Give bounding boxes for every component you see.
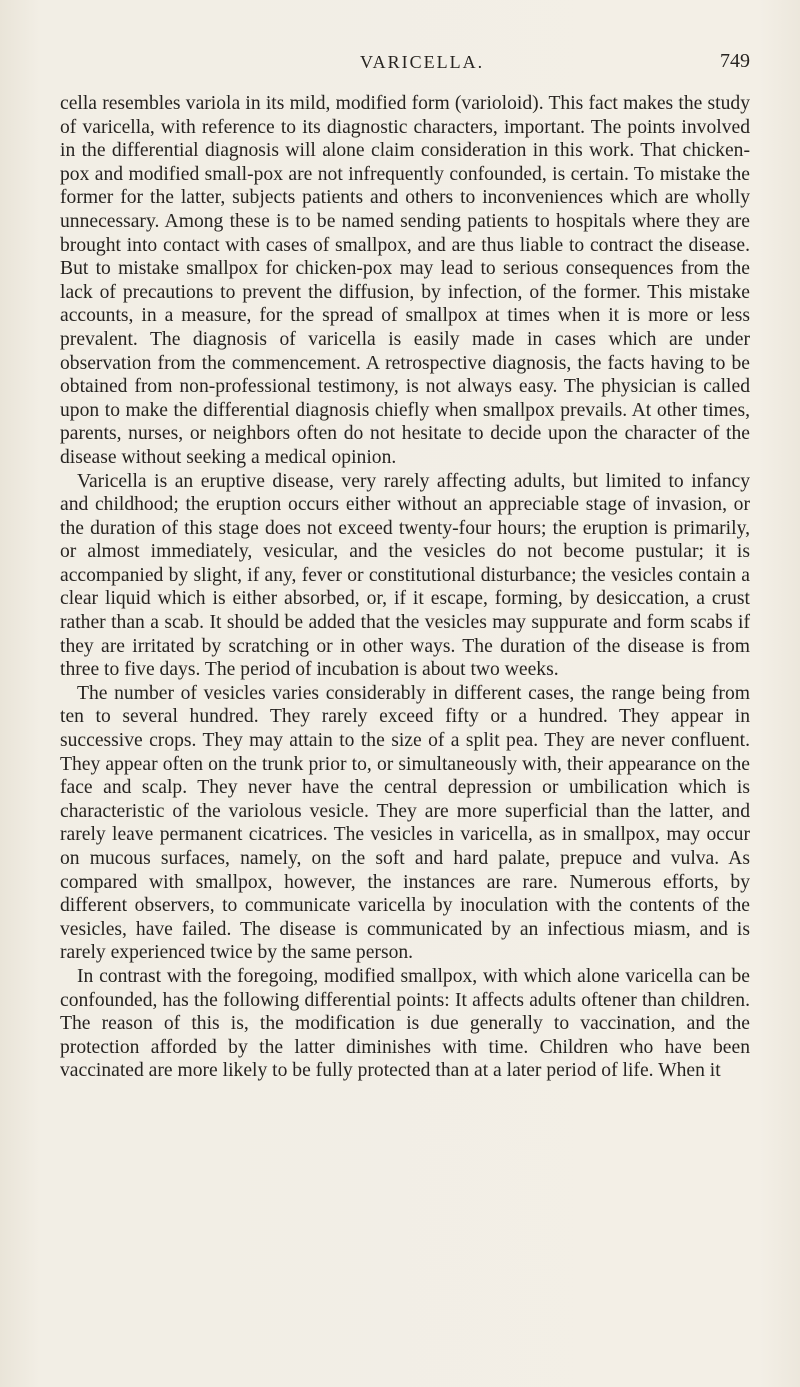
running-head: VARICELLA. [360,52,485,72]
body-text [60,92,750,1083]
paragraph: Varicella is an eruptive disease, very rarely affecting adults, but limited to infancy and childhood; the eruption occurs either without an appreciable stage of invasion, or the duration of this stage does not exceed twenty-four hours; the eruption is primarily, or almost immediately, vesicular, and the vesicles do not become pustular; it is accompanied by slight, if any, fever or constitutional disturbance; the vesicles contain a clear liquid which is either absorbed, or, if it escape, forming, by desiccation, a crust rather than a scab. It should be added that the vesicles may suppurate and form scabs if they are irritated by scratching or in other ways. The duration of the disease is from three to five days. The period of incubation is about two weeks. [60,470,750,681]
paragraph: The number of vesicles varies considerably in different cases, the range being from ten to several hundred. They rarely exceed fifty or a hundred. They appear in successive crops. They may attain to the size of a split pea. They are never confluent. They appear often on the trunk prior to, or simultaneously with, their appearance on the face and scalp. They never have the central depression or umbilication which is characteristic of the variolous vesicle. They are more superficial than the latter, and rarely leave permanent cicatrices. The vesicles in varicella, as in smallpox, may occur on mucous surfaces, namely, on the soft and hard palate, prepuce and vulva. As compared with smallpox, however, the instances are rare. Numerous efforts, by different observers, to communicate varicella by inoculation with the contents of the vesicles, have failed. The disease is communicated by an infectious miasm, and is rarely experienced twice by the same person. [60,682,750,964]
paragraph: In contrast with the foregoing, modified smallpox, with which alone varicella can be confounded, has the following differential points: It affects adults oftener than children. The reason of this is, the modification is due generally to vaccination, and the protection afforded by the latter diminishes with time. Children who have been vaccinated are more likely to be fully protected than at a later period of life. When it [60,965,750,1082]
page-header [60,52,750,82]
paragraph-continued: cella resembles variola in its mild, modified form (varioloid). This fact makes the study of varicella, with reference to its diagnostic characters, important. The points involved in the differential diagnosis will alone claim consideration in this work. That chicken-pox and modified small-pox are not infrequently confounded, is certain. To mistake the former for the latter, subjects patients and others to inconveniences which are wholly unnecessary. Among these is to be named sending patients to hospitals where they are brought into contact with cases of smallpox, and are thus liable to contract the disease. But to mistake smallpox for chicken-pox may lead to serious consequences from the lack of precautions to prevent the diffusion, by infection, of the former. This mistake accounts, in a measure, for the spread of smallpox at times when it is more or less prevalent. The diagnosis of varicella is easily made in cases which are under observation from the commencement. A retrospective diagnosis, the facts having to be obtained from non-professional testimony, is not always easy. The physician is called upon to make the differential diagnosis chiefly when smallpox prevails. At other times, parents, nurses, or neighbors often do not hesitate to decide upon the character of the disease without seeking a medical opinion. [60,93,750,468]
page-number: 749 [720,50,750,72]
